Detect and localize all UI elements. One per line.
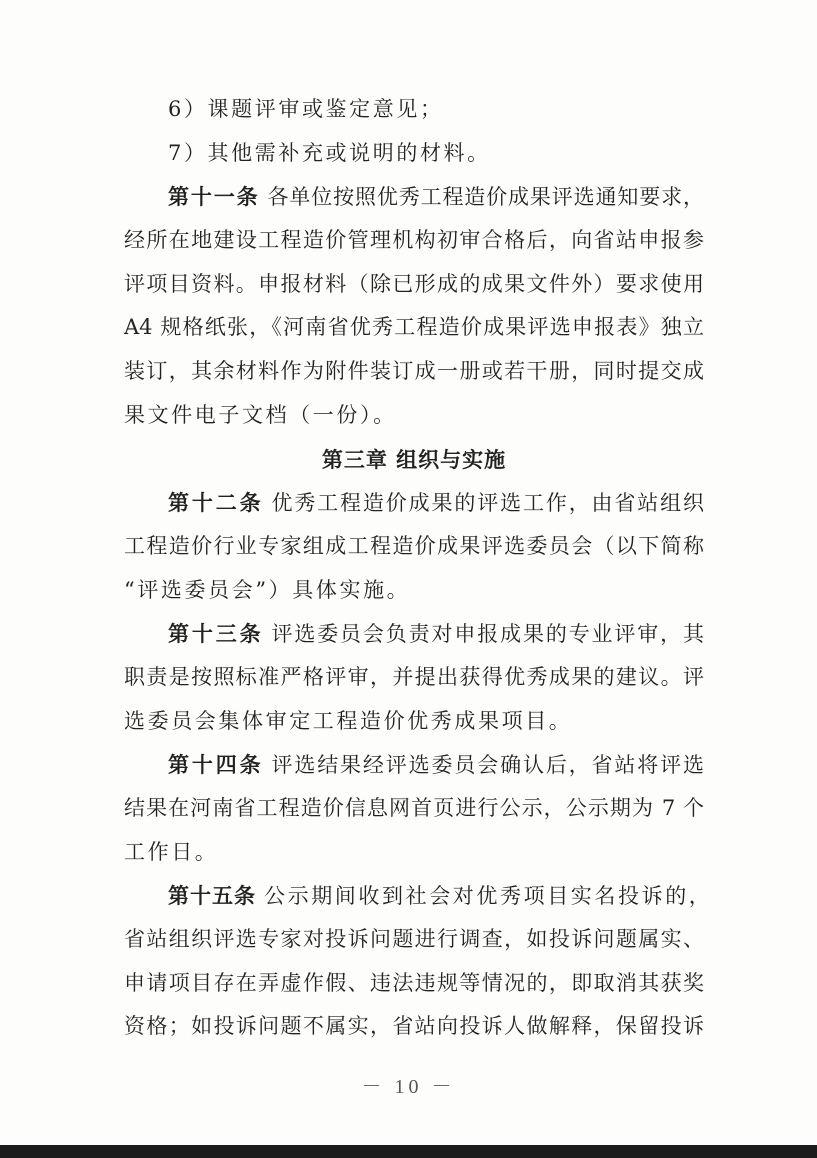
article-14-line-1: 第十四条 评选结果经评选委员会确认后，省站将评选 xyxy=(168,752,705,778)
article-14-line-2: 结果在河南省工程造价信息网首页进行公示，公示期为 7 个 xyxy=(124,796,704,820)
chapter-heading: 第三章 组织与实施 xyxy=(321,446,507,472)
article-11-label: 第十一条 xyxy=(168,184,260,210)
article-11-line-3: 评项目资料。申报材料（除已形成的成果文件外）要求使用 xyxy=(124,271,704,296)
article-11-line-5: 装订，其余材料作为附件装订成一册或若干册，同时提交成 xyxy=(124,359,704,384)
article-11-line-4: A4 规格纸张，《河南省优秀工程造价成果评选申报表》独立 xyxy=(124,315,704,340)
article-13-label: 第十三条 xyxy=(168,621,264,647)
article-13-line-2: 职责是按照标准严格评审，并提出获得优秀成果的建议。评 xyxy=(124,664,704,689)
article-11-line-2: 经所在地建设工程造价管理机构初审合格后，向省站申报参 xyxy=(124,228,704,253)
article-14-label: 第十四条 xyxy=(168,752,264,778)
article-15-line-2: 省站组织评选专家对投诉问题进行调查，如投诉问题属实、 xyxy=(124,927,704,952)
article-12-line-1: 第十二条 优秀工程造价成果的评选工作，由省站组织 xyxy=(168,490,705,516)
list-item-6: 6）课题评审或鉴定意见； xyxy=(168,97,444,121)
document-body xyxy=(124,88,713,1049)
article-12-label: 第十二条 xyxy=(168,490,264,516)
article-11-line-1: 第十一条 各单位按照优秀工程造价成果评选通知要求， xyxy=(168,184,705,210)
article-12-line-2: 工程造价行业专家组成工程造价成果评选委员会（以下简称 xyxy=(124,533,704,558)
article-15-line-3: 申请项目存在弄虚作假、违法违规等情况的，即取消其获奖 xyxy=(124,970,704,995)
article-12-line-3: “评选委员会”）具体实施。 xyxy=(124,577,411,602)
article-15-label: 第十五条 xyxy=(168,883,256,909)
article-13-line-3: 选委员会集体审定工程造价优秀成果项目。 xyxy=(124,708,573,733)
article-13-line-1: 第十三条 评选委员会负责对申报成果的专业评审，其 xyxy=(168,621,705,647)
article-15-line-4: 资格；如投诉问题不属实，省站向投诉人做解释，保留投诉 xyxy=(124,1014,704,1039)
article-15-line-1: 第十五条 公示期间收到社会对优秀项目实名投诉的， xyxy=(168,883,713,909)
article-11-line-6: 果文件电子文档（一份）。 xyxy=(124,402,397,427)
list-item-7: 7）其他需补充或说明的材料。 xyxy=(168,140,491,165)
page-number: － 10 － xyxy=(361,1076,456,1098)
article-14-line-3: 工作日。 xyxy=(124,839,219,864)
scan-bottom-edge xyxy=(0,1145,817,1158)
